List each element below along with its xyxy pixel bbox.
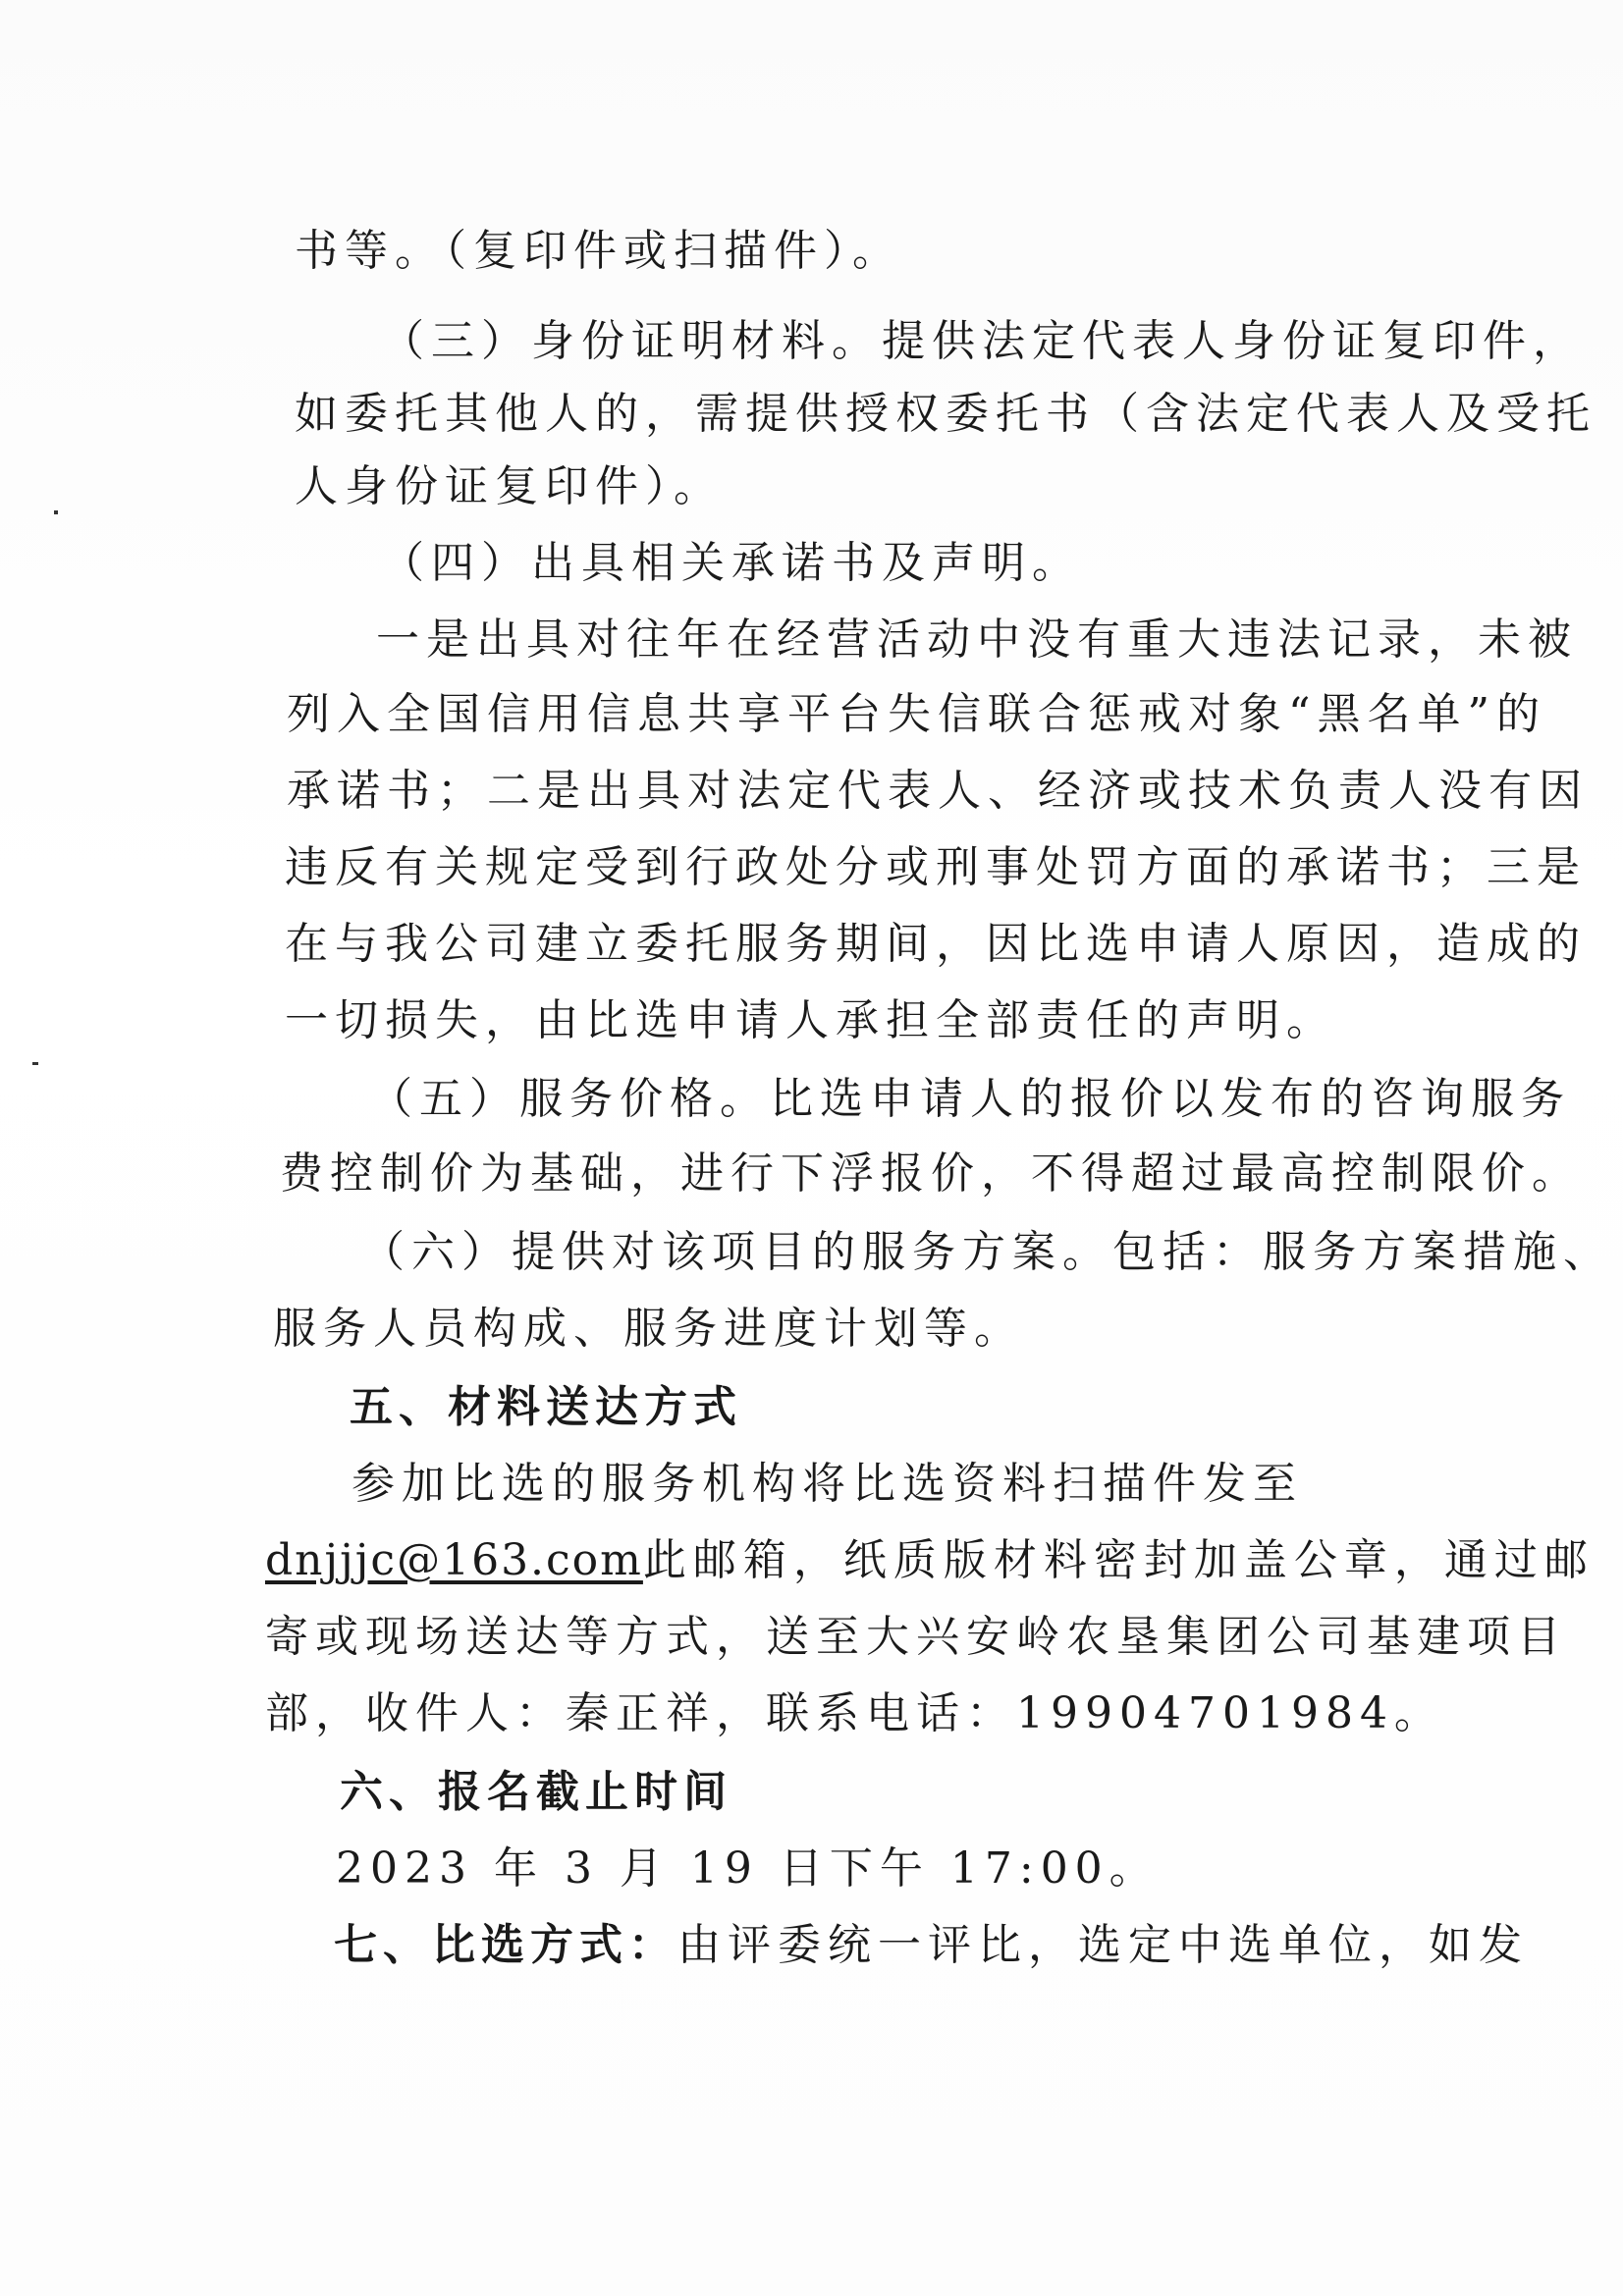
paragraph-line: （四）出具相关承诺书及声明。 bbox=[381, 538, 1082, 588]
paragraph-line: 列入全国信用信息共享平台失信联合惩戒对象“黑名单”的 bbox=[287, 689, 1546, 739]
section-heading-6: 六、报名截止时间 bbox=[340, 1767, 732, 1817]
email-line bbox=[265, 1533, 1595, 1588]
paragraph-line: 承诺书；二是出具对法定代表人、经济或技术负责人没有因 bbox=[287, 766, 1589, 816]
scan-speck bbox=[54, 510, 58, 514]
paragraph-line: 如委托其他人的，需提供授权委托书（含法定代表人及受托 bbox=[295, 389, 1596, 439]
paragraph-line: 违反有关规定受到行政处分或刑事处罚方面的承诺书；三是 bbox=[285, 842, 1587, 892]
paragraph-line: （五）服务价格。比选申请人的报价以发布的咨询服务 bbox=[369, 1074, 1571, 1124]
paragraph-line: 参加比选的服务机构将比选资料扫描件发至 bbox=[352, 1459, 1303, 1509]
paragraph-line: 一是出具对往年在经营活动中没有重大违法记录，未被 bbox=[376, 614, 1578, 665]
paragraph-line: （三）身份证明材料。提供法定代表人身份证复印件， bbox=[381, 316, 1583, 366]
section-7-text: 由评委统一评比，选定中选单位，如发 bbox=[677, 1920, 1529, 1970]
paragraph-line: 一切损失，由比选申请人承担全部责任的声明。 bbox=[285, 995, 1336, 1045]
paragraph-line: 费控制价为基础，进行下浮报价，不得超过最高控制限价。 bbox=[280, 1148, 1582, 1199]
section-7-line bbox=[334, 1918, 1529, 1973]
section-heading-5: 五、材料送达方式 bbox=[350, 1382, 742, 1432]
paragraph-line: 在与我公司建立委托服务期间，因比选申请人原因，造成的 bbox=[285, 919, 1587, 969]
email-link[interactable]: dnjjjc@163.com bbox=[265, 1535, 643, 1585]
deadline-line: 2023 年 3 月 19 日下午 17:00。 bbox=[336, 1843, 1160, 1894]
paragraph-line: 人身份证复印件）。 bbox=[295, 461, 724, 511]
paragraph-line: 服务人员构成、服务进度计划等。 bbox=[273, 1304, 1024, 1354]
paragraph-line: 寄或现场送达等方式，送至大兴安岭农垦集团公司基建项目 bbox=[265, 1612, 1567, 1662]
email-line-text: 此邮箱，纸质版材料密封加盖公章，通过邮 bbox=[642, 1535, 1595, 1585]
scan-speck bbox=[32, 1062, 38, 1065]
section-heading-7: 七、比选方式： bbox=[334, 1920, 677, 1970]
paragraph-line: （六）提供对该项目的服务方案。包括：服务方案措施、 bbox=[361, 1227, 1613, 1277]
paragraph-line: 书等。（复印件或扫描件）。 bbox=[295, 226, 902, 276]
paragraph-line: 部，收件人：秦正祥，联系电话：19904701984。 bbox=[265, 1688, 1444, 1738]
